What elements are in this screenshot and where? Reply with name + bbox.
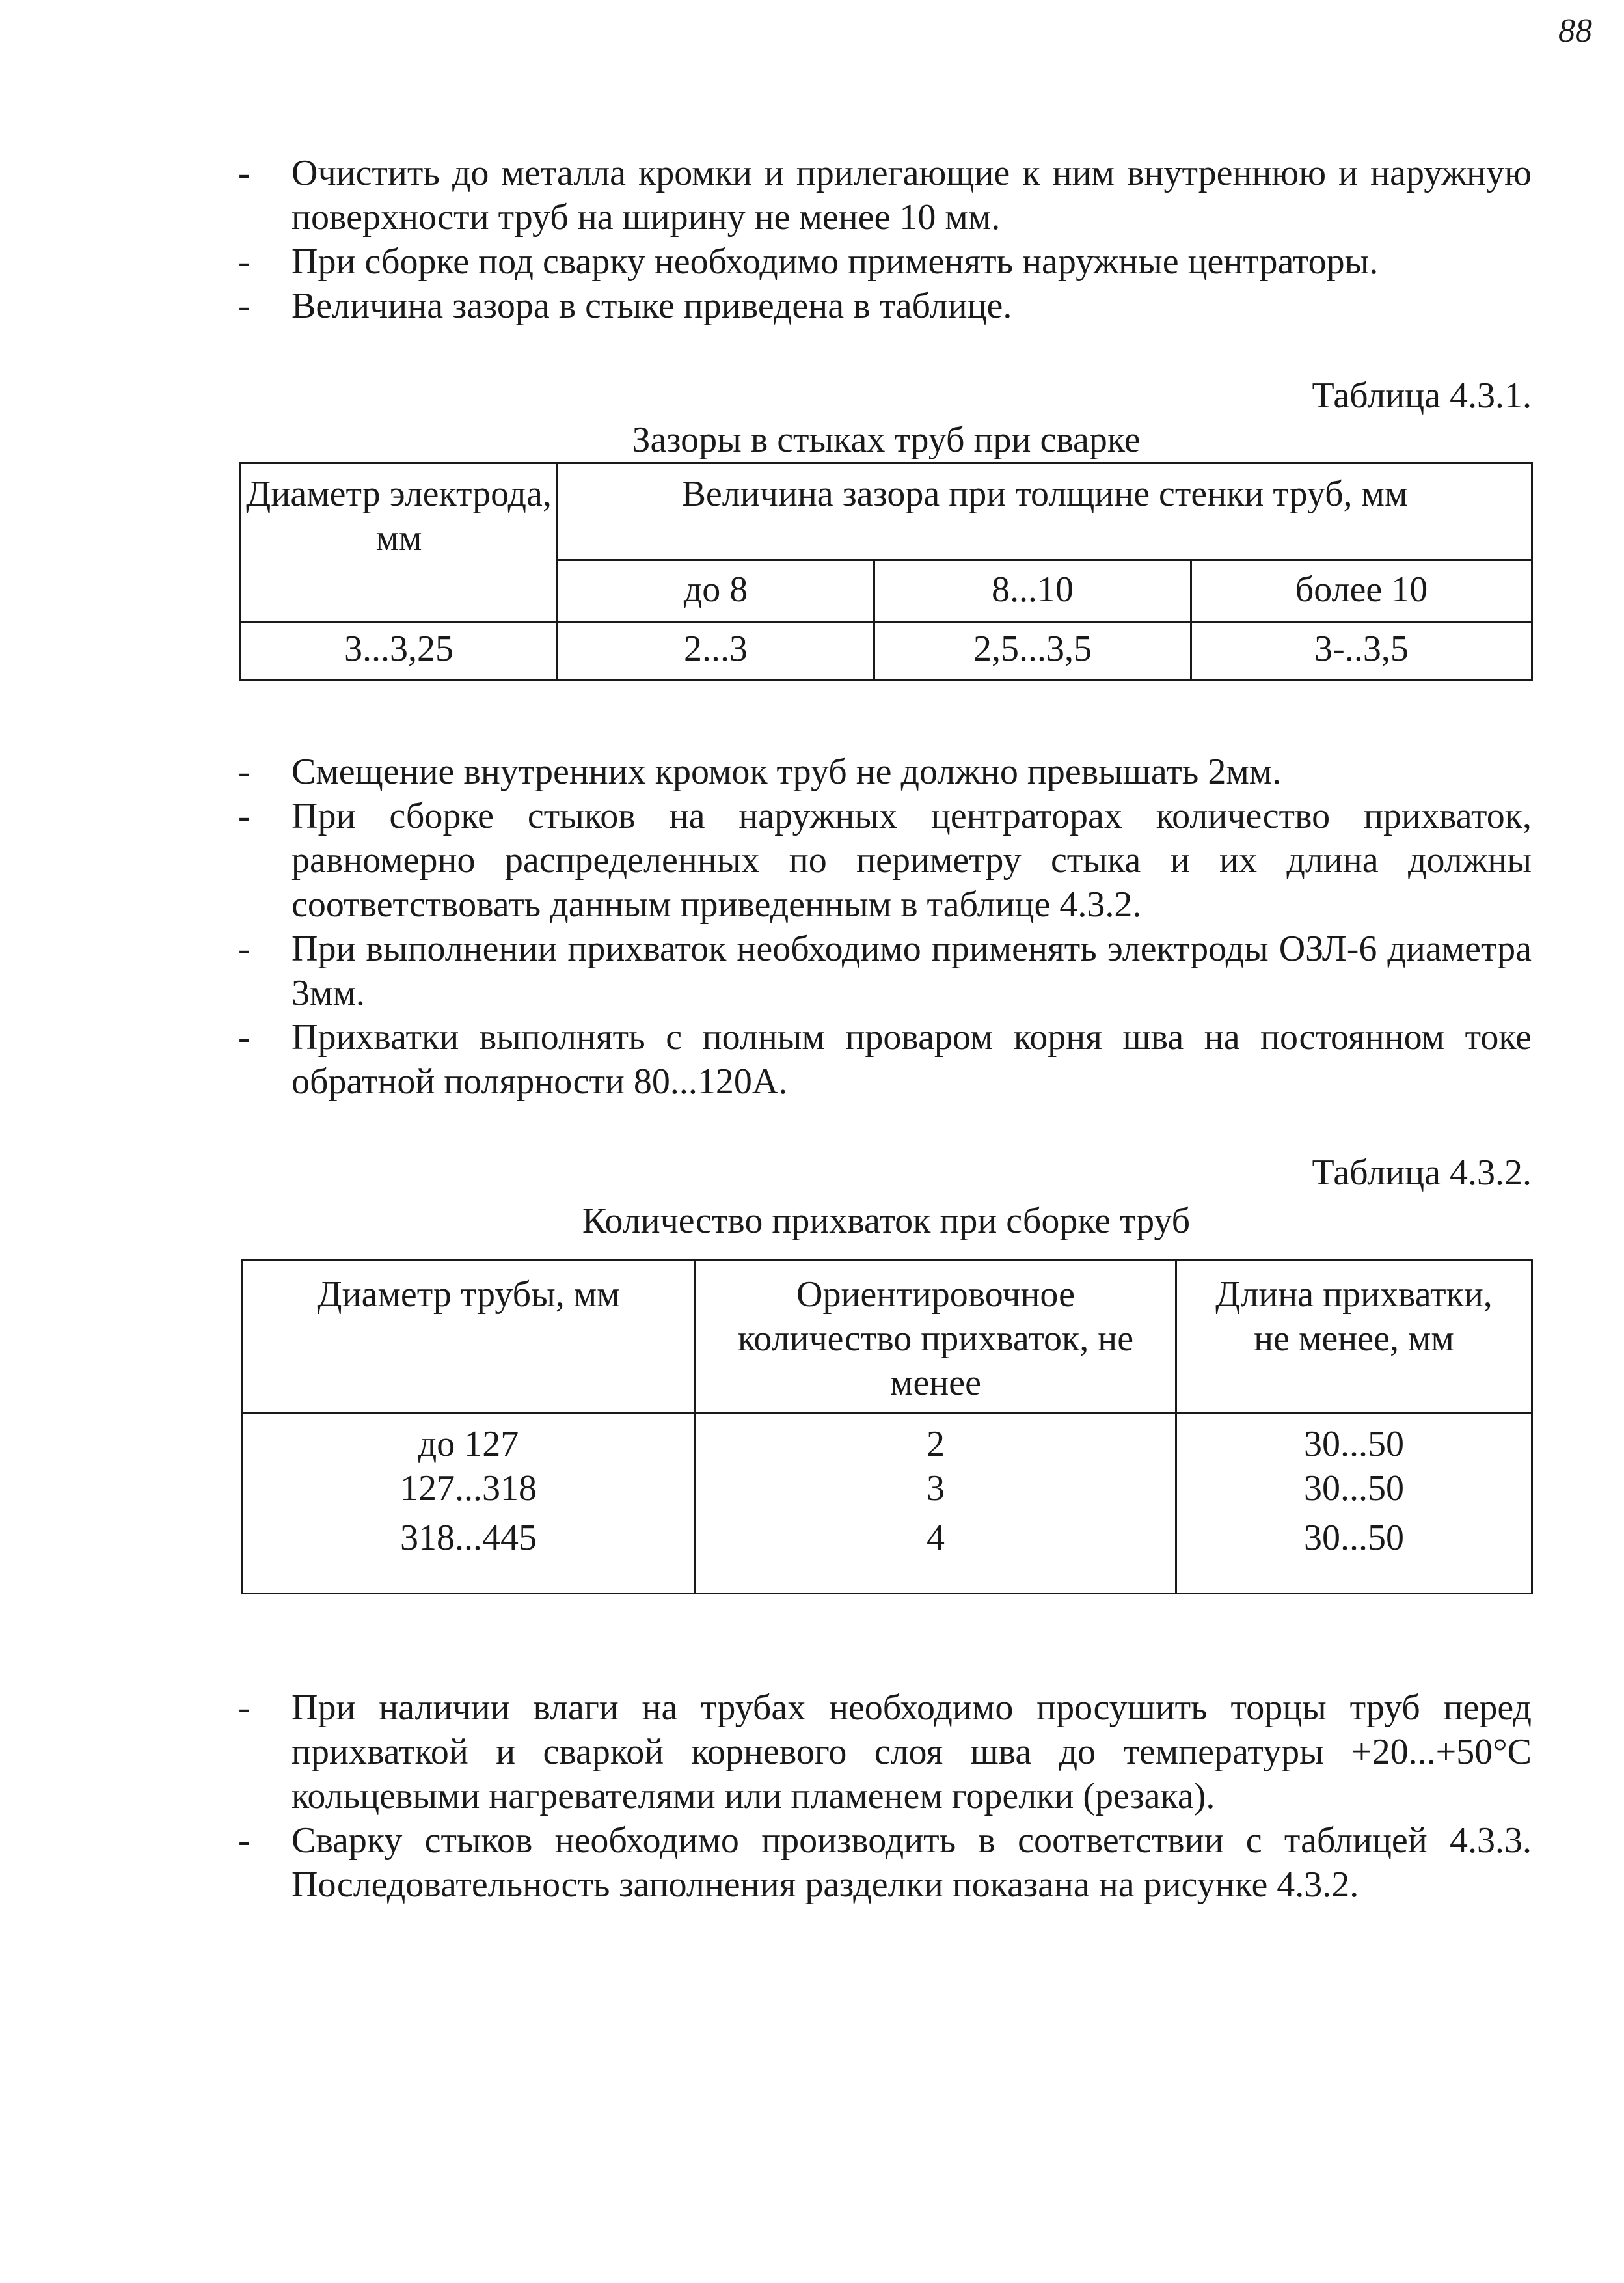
table1 bbox=[239, 462, 1533, 681]
list-item bbox=[190, 1686, 1532, 1818]
bullet-list-middle bbox=[238, 750, 1532, 1104]
bullet-dash: - bbox=[238, 752, 250, 792]
list-item bbox=[190, 927, 1532, 1015]
table1-subheader: 8...10 bbox=[874, 560, 1191, 622]
table-row bbox=[242, 1516, 1532, 1594]
table2-header-length: Длина прихватки, не менее, мм bbox=[1176, 1260, 1532, 1414]
table2-header-count: Ориентировочное количество прихваток, не менее bbox=[696, 1260, 1176, 1414]
bullet-text: При сборке стыков на наружных центраторах количество прихваток, равномерно распределенных по периметру стыка и их длина должны соответствовать данным приведенным в таблице 4.3.2. bbox=[291, 796, 1532, 925]
table-cell: 30...50 bbox=[1176, 1414, 1532, 1467]
table-cell: до 127 bbox=[242, 1414, 696, 1467]
table2-title: Количество прихваток при сборке труб bbox=[582, 1201, 1191, 1241]
bullet-list-bottom bbox=[238, 1686, 1532, 1907]
bullet-text: Очистить до металла кромки и прилегающие к ним внутреннюю и наружную поверхности труб на ширину не менее 10 мм. bbox=[291, 153, 1532, 238]
table1-header-gap: Величина зазора при толщине стенки труб, мм bbox=[558, 463, 1532, 560]
table-row bbox=[242, 1466, 1532, 1516]
table-cell: 2 bbox=[696, 1414, 1176, 1467]
table2-header-diameter: Диаметр трубы, мм bbox=[242, 1260, 696, 1414]
bullet-dash: - bbox=[238, 1820, 250, 1861]
bullet-text: Прихватки выполнять с полным проваром корня шва на постоянном токе обратной полярности 80...120А. bbox=[291, 1017, 1532, 1102]
bullet-text: Смещение внутренних кромок труб не должно превышать 2мм. bbox=[291, 752, 1282, 792]
bullet-text: Сварку стыков необходимо производить в соответствии с таблицей 4.3.3. Последовательность заполнения разделки показана на рисунке 4.3.2. bbox=[291, 1820, 1532, 1905]
bullet-dash: - bbox=[238, 1688, 250, 1728]
table2-label: Таблица 4.3.2. bbox=[1312, 1153, 1532, 1193]
table1-subheader: более 10 bbox=[1191, 560, 1532, 622]
table1-subheader: до 8 bbox=[558, 560, 874, 622]
bullet-dash: - bbox=[238, 153, 250, 193]
list-item bbox=[190, 239, 1532, 284]
bullet-dash: - bbox=[238, 286, 250, 326]
table-cell: 3...3,25 bbox=[241, 622, 558, 680]
bullet-dash: - bbox=[238, 929, 250, 969]
list-item bbox=[190, 750, 1532, 794]
table1-label: Таблица 4.3.1. bbox=[1312, 376, 1532, 416]
list-item bbox=[190, 1818, 1532, 1907]
bullet-dash: - bbox=[238, 796, 250, 836]
table-cell: 30...50 bbox=[1176, 1466, 1532, 1516]
bullet-text: Величина зазора в стыке приведена в таблице. bbox=[291, 286, 1012, 326]
bullet-dash: - bbox=[238, 241, 250, 282]
table-cell: 3-..3,5 bbox=[1191, 622, 1532, 680]
list-item bbox=[190, 284, 1532, 328]
table-row bbox=[241, 622, 1532, 680]
table1-title: Зазоры в стыках труб при сварке bbox=[632, 420, 1141, 460]
bullet-dash: - bbox=[238, 1017, 250, 1058]
table-cell: 2...3 bbox=[558, 622, 874, 680]
list-item bbox=[190, 1015, 1532, 1104]
bullet-text: При сборке под сварку необходимо применять наружные центраторы. bbox=[291, 241, 1379, 282]
table-cell: 318...445 bbox=[242, 1516, 696, 1594]
table-cell: 2,5...3,5 bbox=[874, 622, 1191, 680]
bullet-list-top bbox=[238, 151, 1532, 328]
table-cell: 3 bbox=[696, 1466, 1176, 1516]
bullet-text: При наличии влаги на трубах необходимо просушить торцы труб перед прихваткой и сваркой корневого слоя шва до температуры +20...+50°С кольцевыми нагревателями или пламенем горелки (резака). bbox=[291, 1688, 1532, 1816]
table-cell: 127...318 bbox=[242, 1466, 696, 1516]
page-number: 88 bbox=[1558, 12, 1592, 49]
table2 bbox=[241, 1259, 1533, 1594]
list-item bbox=[190, 794, 1532, 927]
table1-header-diameter: Диаметр электрода, мм bbox=[241, 463, 558, 622]
table-row bbox=[242, 1414, 1532, 1467]
list-item bbox=[190, 151, 1532, 239]
bullet-text: При выполнении прихваток необходимо применять электроды ОЗЛ-6 диаметра 3мм. bbox=[291, 929, 1532, 1013]
table-cell: 4 bbox=[696, 1516, 1176, 1594]
table-cell: 30...50 bbox=[1176, 1516, 1532, 1594]
